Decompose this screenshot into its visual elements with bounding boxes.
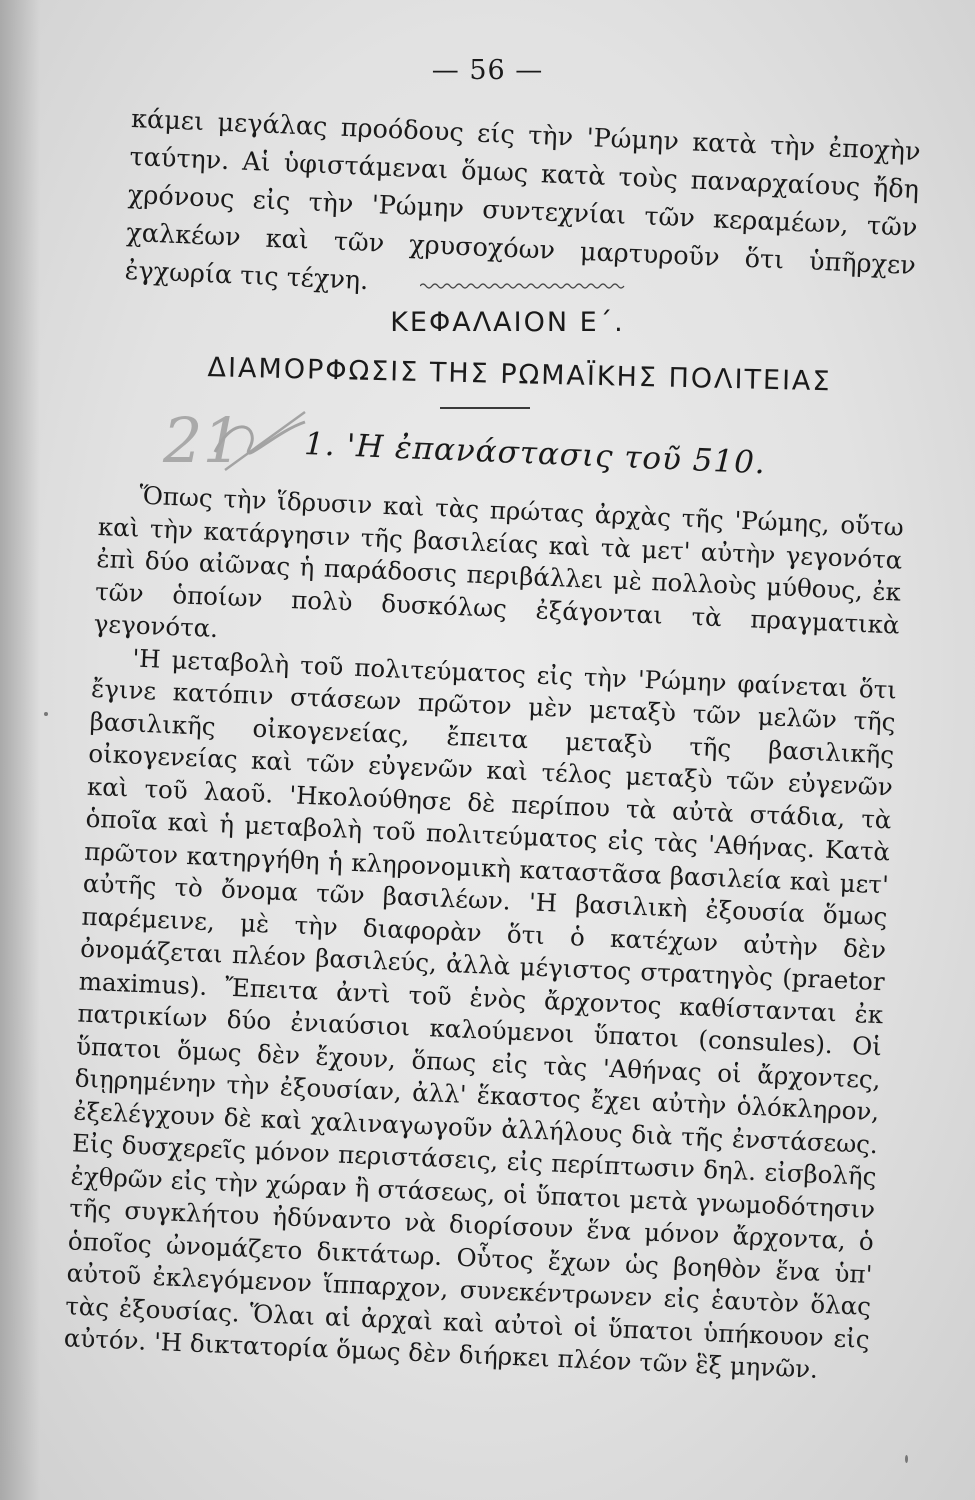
- body-paragraph: Ὅπως τὴν ἵδρυσιν καὶ τὰς πρώτας ἀρχὰς τῆς 'Ρώμης, οὕτω καὶ τὴν κατάργησιν τῆς βασιλείας καὶ τὰ μετ' αὐτὴν γεγονότα ἐπὶ δύο αἰῶνας ἡ παράδοσις περιβάλλει μὲ πολλοὺς μύθους, ἐκ τῶν ὁποίων πολὺ δυσκόλως ἐξάγονται τὰ πραγματικὰ γεγονότα.: [93, 480, 905, 644]
- chapter-title: ΔΙΑΜΟΡΦΩΣΙΣ ΤΗΣ ΡΩΜΑΪΚΗΣ ΠΟΛΙΤΕΙΑΣ: [207, 352, 832, 398]
- body-paragraph: 'Η μεταβολὴ τοῦ πολιτεύματος εἰς τὴν 'Ρώμην φαίνεται ὅτι ἔγινε κατόπιν στάσεων πρῶτον μὲν μεταξὺ τῶν μελῶν τῆς βασιλικῆς οἰκογενείας, ἔπειτα μεταξὺ τῆς βασιλικῆς οἰκογενείας καὶ τῶν εὐγενῶν καὶ τέλος μεταξὺ τῶν εὐγενῶν καὶ τοῦ λαοῦ. 'Ηκολούθησε δὲ περίπου τὰ αὐτὰ στάδια, τὰ ὁποῖα καὶ ἡ μεταβολὴ τοῦ πολιτεύματος εἰς τὰς 'Αθήνας. Κατὰ πρῶτον κατηργήθη ἡ κληρονομικὴ καταστᾶσα βασιλεία καὶ μετ' αὐτῆς τὸ ὄνομα τῶν βασιλέων. 'Η βασιλικὴ ἐξουσία ὅμως παρέμεινε, μὲ τὴν διαφορὰν ὅτι ὁ κατέχων αὐτὴν δὲν ὀνομάζεται πλέον βασιλεύς, ἀλλὰ μέγιστος στρατηγὸς (praetor maximus). Ἔπειτα ἀντὶ τοῦ ἑνὸς ἄρχοντος καθίστανται ἐκ πατρικίων δύο ἐνιαύσιοι καλούμενοι ὕπατοι (consules). Οἱ ὕπατοι ὅμως δὲν ἔχουν, ὅπως εἰς τὰς 'Αθήνας οἱ ἄρχοντες, διῃρημένην τὴν ἐξουσίαν, ἀλλ' ἕκαστος ἔχει αὐτὴν ὁλόκληρον, ἐξελέγχουν δὲ καὶ χαλιναγωγοῦν ἀλλήλους διὰ τῆς ἐνστάσεως. Εἰς δυσχερεῖς μόνον περιστάσεις, εἰς περίπτωσιν δηλ. εἰσβολῆς ἐχθρῶν εἰς τὴν χώραν ἢ στάσεως, οἱ ὕπατοι μετὰ γνωμοδότησιν τῆς συγκλήτου ἠδύναντο νὰ διορίσουν ἕνα μόνον ἄρχοντα, ὁ ὁποῖος ὠνομάζετο δικτάτωρ. Οὗτος ἔχων ὡς βοηθὸν ἕνα ὑπ' αὐτοῦ ἐκλεγόμενον ἵππαρχον, συνεκέντρωνεν εἰς ἑαυτὸν ὅλας τὰς ἐξουσίας. Ὅλαι αἱ ἀρχαὶ καὶ αὐτοὶ οἱ ὕπατοι ὑπήκουον εἰς αὐτόν. 'Η δικτατορία ὅμως δὲν διήρκει πλέον τῶν ἓξ μηνῶν.: [63, 643, 898, 1384]
- page-number: — 56 —: [431, 55, 544, 86]
- handwritten-note-text: 21: [163, 404, 242, 477]
- page-gutter-shadow: [0, 0, 40, 1500]
- body-text: [63, 478, 904, 1388]
- title-underline: [440, 407, 530, 409]
- section-heading: 1. 'Η ἐπανάστασις τοῦ 510.: [303, 426, 767, 482]
- lead-paragraph: κάμει μεγάλας προόδους είς τὴν 'Ρώμην κατὰ τὴν ἐποχὴν ταύτην. Αἱ ὑφιστάμεναι ὅμως κατὰ τοὺς παναρχαίους ἤδη χρόνους εἰς τὴν 'Ρώμην συντεχνίαι τῶν κεραμέων, τῶν χαλκέων καὶ τῶν χρυσοχόων μαρτυροῦν ὅτι ὑπῆρχεν ἐγχωρία τις τέχνη.: [124, 103, 922, 297]
- wavy-divider: [420, 282, 625, 290]
- paper-speck: [44, 712, 48, 716]
- paper-speck: [905, 1455, 908, 1463]
- chapter-label: ΚΕΦΑΛΑΙΟΝ Ε΄.: [390, 307, 625, 338]
- handwritten-page-mark: [155, 392, 315, 487]
